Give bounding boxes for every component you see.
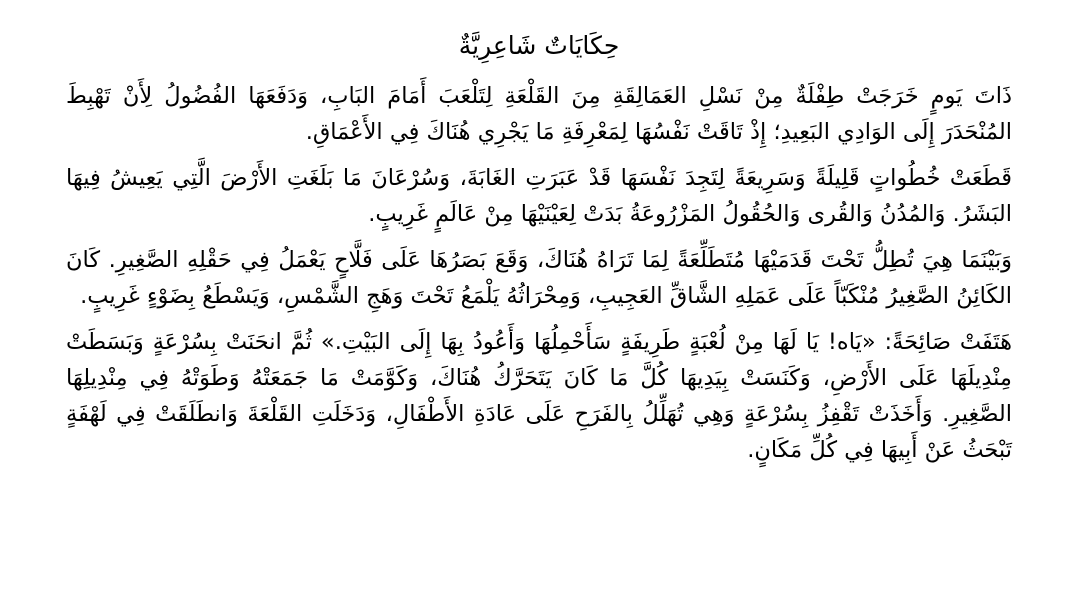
paragraph-1: ذَاتَ يَومٍ خَرَجَتْ طِفْلَةٌ مِنْ نَسْلِ العَمَالِقَةِ مِنَ القَلْعَةِ لِتَلْعَبَ أَمَامَ البَابِ، وَدَفَعَهَا الفُضُولُ لِأَنْ تَهْبِطَ المُنْحَدَرَ إِلَى الوَادِي البَعِيدِ؛ إِذْ تَاقَتْ نَفْسُهَا لِمَعْرِفَةِ مَا يَجْرِي هُنَاكَ فِي الأَعْمَاقِ. bbox=[66, 83, 1012, 145]
paragraph-3: وَبَيْنَمَا هِيَ تُطِلُّ تَحْتَ قَدَمَيْهَا مُتَطَلِّعَةً لِمَا تَرَاهُ هُنَاكَ، وَقَعَ بَصَرُهَا عَلَى فَلَّاحٍ يَعْمَلُ فِي حَقْلِهِ الصَّغِيرِ. كَانَ الكَائِنُ الصَّغِيرُ مُنْكَبّاً عَلَى عَمَلِهِ الشَّاقِّ العَجِيبِ، وَمِحْرَاثُهُ يَلْمَعُ تَحْتَ وَهَجِ الشَّمْسِ، وَيَسْطَعُ بِضَوْءٍ غَرِيبٍ. bbox=[66, 247, 1012, 309]
paragraph-2: قَطَعَتْ خُطُواتٍ قَلِيلَةً وَسَرِيعَةً لِتَجِدَ نَفْسَهَا قَدْ عَبَرَتِ الغَابَةَ، وَسُرْعَانَ مَا بَلَغَتِ الأَرْضَ الَّتِي يَعِيشُ فِيهَا البَشَرُ. وَالمُدُنُ وَالقُرى وَالحُقُولُ المَزْرُوعَةُ بَدَتْ لِعَيْنَيْهَا مِنْ عَالَمٍ غَرِيبٍ. bbox=[66, 165, 1012, 227]
paragraph-4: هَتَفَتْ صَائِحَةً: «يَاه! يَا لَهَا مِنْ لُعْبَةٍ طَرِيفَةٍ سَأَحْمِلُهَا وَأَعُودُ بِهَا إِلَى البَيْتِ.» ثُمَّ انحَنَتْ بِسُرْعَةٍ وَبَسَطَتْ مِنْدِيلَهَا عَلَى الأَرْضِ، وَكَنَسَتْ بِيَدِيهَا كُلَّ مَا كَانَ يَتَحَرَّكُ هُنَاكَ، وَكَوَّمَتْ مَا جَمَعَتْهُ وَطَوَتْهُ فِي مِنْدِيلِهَا الصَّغِيرِ. وَأَخَذَتْ تَقْفِزُ بِسُرْعَةٍ وَهِي تُهَلِّلُ بِالفَرَحِ عَلَى عَادَةِ الأَطْفَالِ، وَدَخَلَتِ القَلْعَةَ وَانطَلَقَتْ فِي لَهْفَةٍ تَبْحَثُ عَنْ أَبِيهَا فِي كُلِّ مَكَانٍ. bbox=[66, 329, 1012, 463]
story-title: حِكَايَاتٌ شَاعِرِيَّةٌ bbox=[458, 31, 620, 60]
